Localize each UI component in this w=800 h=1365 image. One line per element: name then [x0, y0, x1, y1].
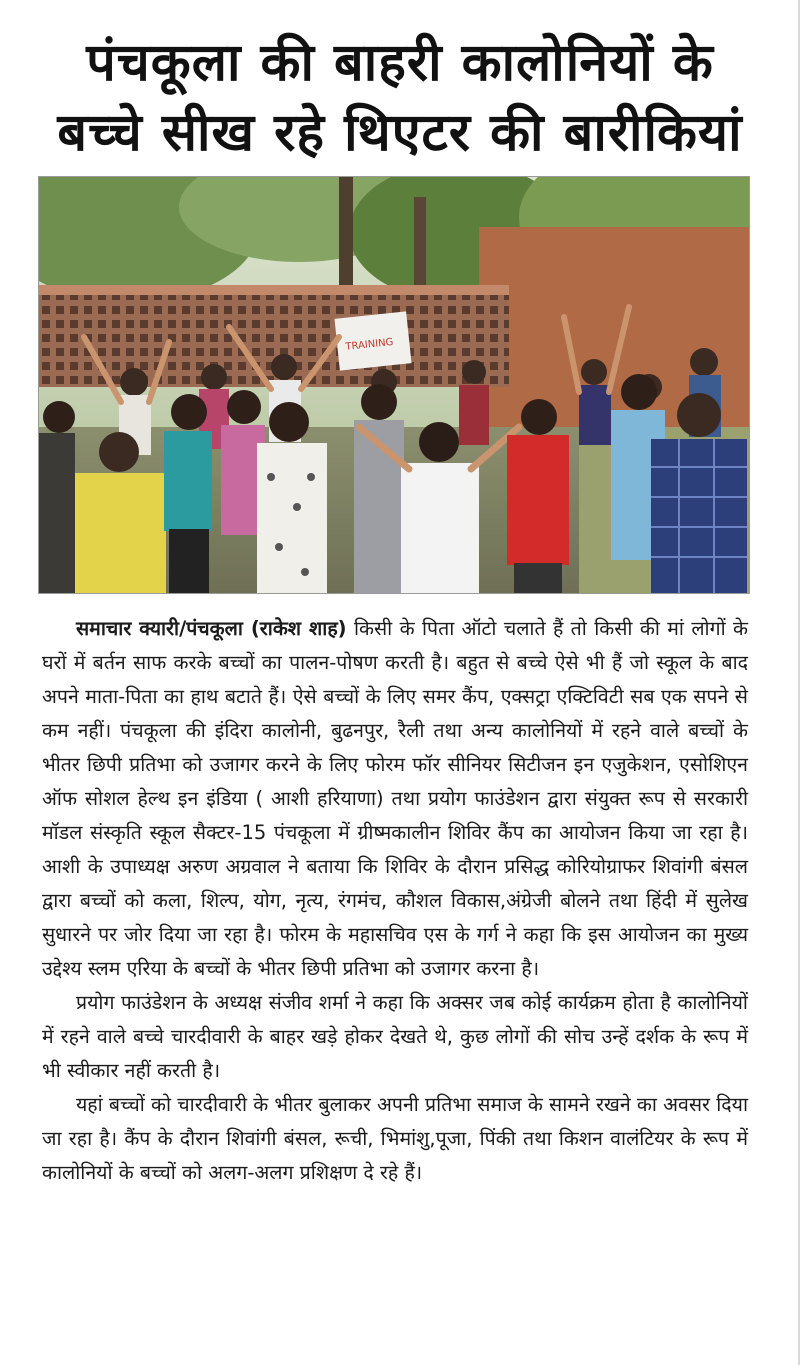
- paragraph-text: किसी के पिता ऑटो चलाते हैं तो किसी की मां लोगों के घरों में बर्तन साफ करके बच्चों का पालन-पोषण करती है। बहुत से बच्चे ऐसे भी हैं जो स्कूल के बाद अपने माता-पिता का हाथ बटाते हैं। ऐसे बच्चों के लिए समर कैंप, एक्सट्रा एक्टिविटी सब एक सपने से कम नहीं। पंचकूला की इंदिरा कालोनी, बुढनपुर, रैली तथा अन्य कालोनियों में रहने वाले बच्चों के भीतर छिपी प्रतिभा को उजागर करने के लिए फोरम फॉर सीनियर सिटीजन इन एजुकेशन, एसोशिएन ऑफ सोशल हेल्थ इन इंडिया ( आशी हरियाणा) तथा प्रयोग फाउंडेशन द्वारा संयुक्त रूप से सरकारी मॉडल संस्कृति स्कूल सैक्टर-15 पंचकूला में ग्रीष्मकालीन शिविर कैंप का आयोजन किया जा रहा है। आशी के उपाध्यक्ष अरुण अग्रवाल ने बताया कि शिविर के दौरान प्रसिद्ध कोरियोग्राफर शिवांगी बंसल द्वारा बच्चों को कला, शिल्प, योग, नृत्य, रंगमंच, कौशल विकास,अंग्रेजी बोलने तथा हिंदी में सुलेख सुधारने पर जोर दिया जा रहा है। फोरम के महासचिव एस के गर्ग ने कहा कि इस आयोजन का मुख्य उद्देश्य स्लम एरिया के बच्चों के भीतर छिपी प्रतिभा को उजागर करना है।: [42, 617, 748, 980]
- article-paragraph: प्रयोग फाउंडेशन के अध्यक्ष संजीव शर्मा ने कहा कि अक्सर जब कोई कार्यक्रम होता है कालोनियों में रहने वाले बच्चे चारदीवारी के बाहर खड़े होकर देखते थे, कुछ लोगों की सोच उन्हें दर्शक के रूप में भी स्वीकार नहीं करती है।: [42, 991, 748, 1082]
- news-photo: [38, 176, 750, 594]
- article-body: [42, 612, 748, 1190]
- headline-line-1: पंचकूला की बाहरी कालोनियों के: [86, 33, 714, 93]
- banner-text: TRAINING: [344, 336, 394, 353]
- dateline: समाचार क्यारी/पंचकूला (राकेश शाह): [76, 617, 347, 640]
- children-group-photo: [39, 177, 750, 594]
- headline: [30, 28, 770, 168]
- article-paragraph: यहां बच्चों को चारदीवारी के भीतर बुलाकर अपनी प्रतिभा समाज के सामने रखने का अवसर दिया जा रहा है। कैंप के दौरान शिवांगी बंसल, रूची, भिमांशु,पूजा, पिंकी तथा किशन वालंटियर के रूप में कालोनियों के बच्चों को अलग-अलग प्रशिक्षण दे रहे हैं।: [42, 1093, 748, 1184]
- article-paragraph: [42, 612, 748, 986]
- headline-line-2: बच्चे सीख रहे थिएटर की बारीकियां: [57, 103, 743, 163]
